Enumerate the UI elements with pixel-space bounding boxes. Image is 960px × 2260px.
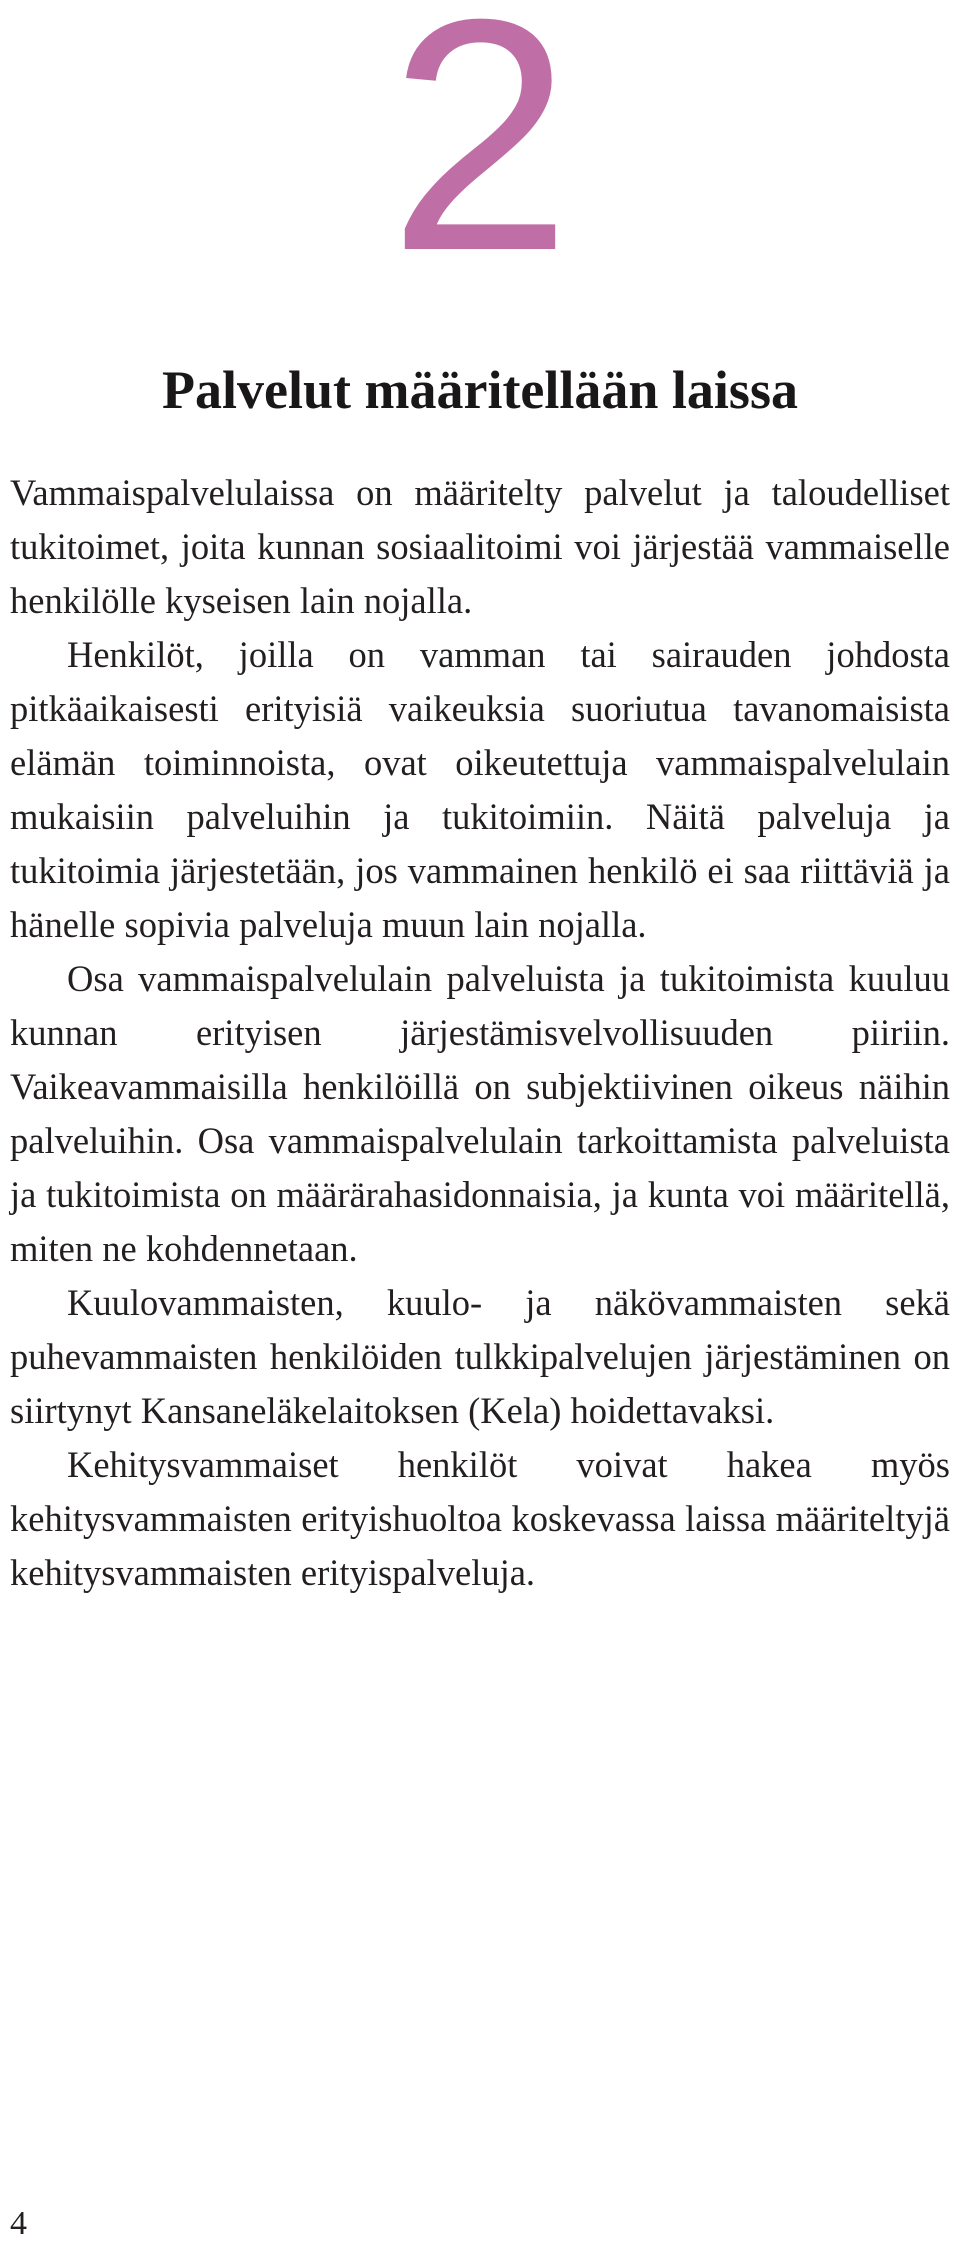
paragraph-interpreter-services: Kuulovammaisten, kuulo- ja näkövammaisten sekä puhevammaisten henkilöiden tulkkipalvelujen järjestäminen on siirtynyt Kansaneläkelaitoksen (Kela) hoidettavaksi. — [10, 1282, 950, 1431]
paragraph-eligibility: Henkilöt, joilla on vamman tai sairauden johdosta pitkäaikaisesti erityisiä vaikeuksia suoriutua tavanomaisista elämän toiminnoista, ovat oikeutettuja vammaispalvelulain mukaisiin palveluihin ja tukitoimiin. Näitä palveluja ja tukitoimia järjestetään, jos vammainen henkilö ei saa riittäviä ja hänelle sopivia palveluja muun lain nojalla. — [10, 634, 950, 945]
chapter-title: Palvelut määritellään laissa — [162, 360, 798, 420]
chapter-number: 2 — [388, 0, 572, 319]
paragraph-obligation: Osa vammaispalvelulain palveluista ja tukitoimista kuuluu kunnan erityisen järjestämisvelvollisuuden piiriin. Vaikeavammaisilla henkilöillä on subjektiivinen oikeus näihin palveluihin. Osa vammaispalvelulain tarkoittamista palveluista ja tukitoimista on määrärahasidonnaisia, ja kunta voi määritellä, miten ne kohdennetaan. — [10, 958, 950, 1269]
page-number: 4 — [10, 2205, 27, 2242]
body-text — [10, 466, 950, 1600]
paragraph-special-care: Kehitysvammaiset henkilöt voivat hakea myös kehitysvammaisten erityishuoltoa koskevassa laissa määriteltyjä kehitysvammaisten erityispalveluja. — [10, 1444, 950, 1593]
paragraph-intro: Vammaispalvelulaissa on määritelty palvelut ja taloudelliset tukitoimet, joita kunnan sosiaalitoimi voi järjestää vammaiselle henkilölle kyseisen lain nojalla. — [10, 472, 950, 621]
